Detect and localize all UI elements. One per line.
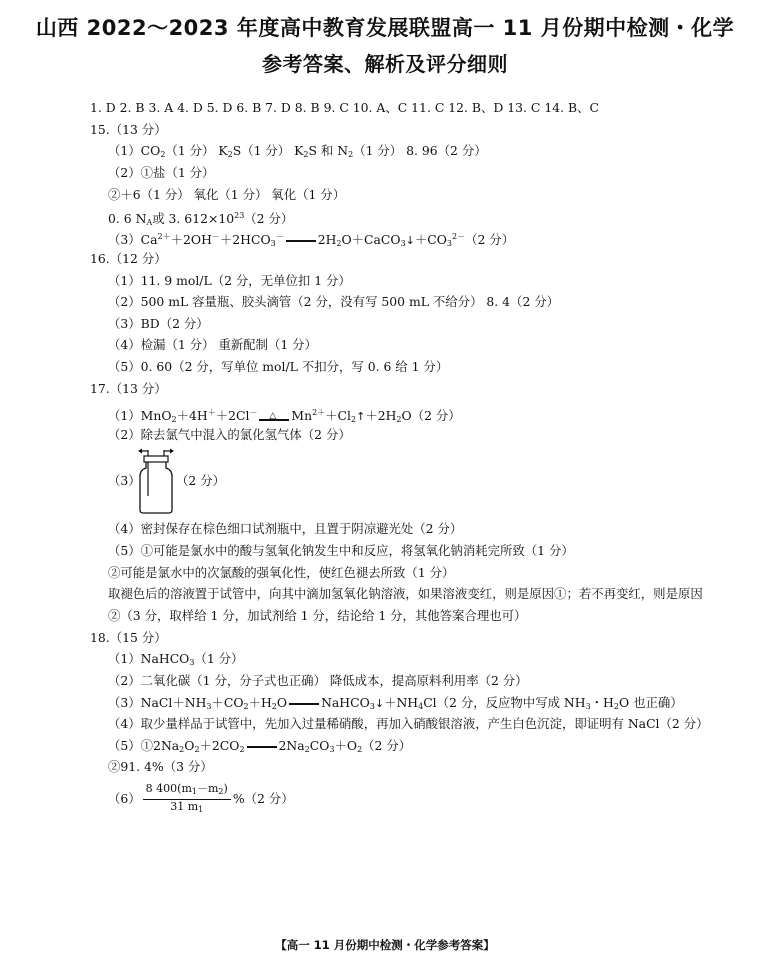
q17-part5-3: 取褪色后的溶液置于试管中，向其中滴加氢氧化钠溶液，如果溶液变红，则是原因①；若不再变红，则是原因 xyxy=(108,586,703,601)
q18-part1: （1）NaHCO$_3$（1 分） xyxy=(108,651,244,667)
page-subtitle: 参考答案、解析及评分细则 xyxy=(262,52,508,76)
q16-heading: 16.（12 分） xyxy=(90,251,167,266)
q15-heading: 15.（13 分） xyxy=(90,122,167,137)
precipitate-arrow-icon: ↓ xyxy=(374,697,385,710)
q17-part3-score: （2 分） xyxy=(176,473,225,488)
q17-part4: （4）密封保存在棕色细口试剂瓶中，且置于阴凉避光处（2 分） xyxy=(108,521,463,536)
q16-part1: （1）11. 9 mol/L（2 分，无单位扣 1 分） xyxy=(108,273,351,288)
q16-part2: （2）500 mL 容量瓶、胶头滴管（2 分，没有写 500 mL 不给分） 8. 4（2 分） xyxy=(108,294,560,309)
q17-part3-label: （3） xyxy=(108,473,141,488)
q17-part1-equation: （1）MnO$_2$＋4H＋＋2Cl－ △ $Mn^{2+}+Cl_2↑+2H_2O(2$ 分） xyxy=(108,408,461,424)
q17-part2: （2）除去氯气中混入的氯化氢气体（2 分） xyxy=(108,427,351,442)
q15-part1: $(1)CO_2(1$ 分） $K_2S(1$ 分） $K_2S$ 和 $N_2(1$ 分） 8. 96（2 分） xyxy=(108,143,487,159)
heating-condition xyxy=(259,410,289,424)
q18-part2: （2）二氧化碳（1 分，分子式也正确） 降低成本，提高原料利用率（2 分） xyxy=(108,673,528,688)
page-footer: 【高一 11 月份期中检测・化学参考答案】 xyxy=(275,938,495,952)
q16-part5: （5）0. 60（2 分，写单位 mol/L 不扣分，写 0. 6 给 1 分） xyxy=(108,359,449,374)
q18-heading: 18.（15 分） xyxy=(90,630,167,645)
q17-part5-2: ②可能是氯水中的次氯酸的强氧化性，使红色褪去所致（1 分） xyxy=(108,565,455,580)
equals-sign xyxy=(286,240,316,242)
equals-sign xyxy=(289,703,319,705)
page-title: 山西 2022～2023 年度高中教育发展联盟高一 11 月份期中检测・化学 xyxy=(35,16,735,40)
q15-part2-1: （2）①盐（1 分） xyxy=(108,165,215,180)
q18-part3-equation: $(3)NaCl+NH_3+CO_2+H_2O$ $NaHCO_3↓+NH_4Cl(2$ 分，反应物中写成 $NH_3$・$H_2O$ 也正确） xyxy=(108,695,683,711)
q18-part4: （4）取少量样品于试管中，先加入过量稀硝酸，再加入硝酸银溶液，产生白色沉淀，即证明有 NaCl（2 分） xyxy=(108,716,709,731)
q17-heading: 17.（13 分） xyxy=(90,381,167,396)
q17-part5-4: ②（3 分，取样给 1 分，加试剂给 1 分，结论给 1 分，其他答案合理也可） xyxy=(108,608,527,623)
q15-part3-equation: $(3)Ca^{2+}+2OH^-+2HCO_3^-$ $2H_2O+CaCO_3↓+CO_3^{2-}(2$ 分） xyxy=(108,232,515,248)
q18-part5-equation: $(5)①2Na_2O_2+2CO_2$ $2Na_2CO_3+O_2(2$ 分） xyxy=(108,738,412,754)
precipitate-arrow-icon: ↓ xyxy=(405,234,415,247)
q17-part5-1: （5）①可能是氯水中的酸与氢氧化钠发生中和反应，将氢氧化钠消耗完所致（1 分） xyxy=(108,543,574,558)
fraction: $\frac{8 400(m_1-m_2)}{31 m_1}$ xyxy=(143,782,231,817)
multiple-choice-answers: 1. D 2. B 3. A 4. D 5. D 6. B 7. D 8. B 9. C 10. A、C 11. C 12. B、D 13. C 14. B、C xyxy=(90,100,599,115)
q18-part5-2: ②91. 4%（3 分） xyxy=(108,759,213,774)
q15-part2-2: ②＋6（1 分） 氧化（1 分） 氧化（1 分） xyxy=(108,187,346,202)
heat-triangle-icon: △ xyxy=(269,410,277,421)
equals-sign xyxy=(247,746,277,748)
q18-part6-formula: （6） $\frac{8 400(m_1-m_2)}{31 m_1}$ %（2 分） xyxy=(108,782,294,817)
gas-washing-bottle-diagram xyxy=(134,448,182,514)
q16-part4: （4）检漏（1 分） 重新配制（1 分） xyxy=(108,337,317,352)
gas-arrow-icon: ↑ xyxy=(356,410,366,423)
q16-part3: （3）BD（2 分） xyxy=(108,316,209,331)
q15-part2-3: 0. 6 $N_A$或 3. $612\times 10^{23}(2$ 分） xyxy=(108,211,294,227)
